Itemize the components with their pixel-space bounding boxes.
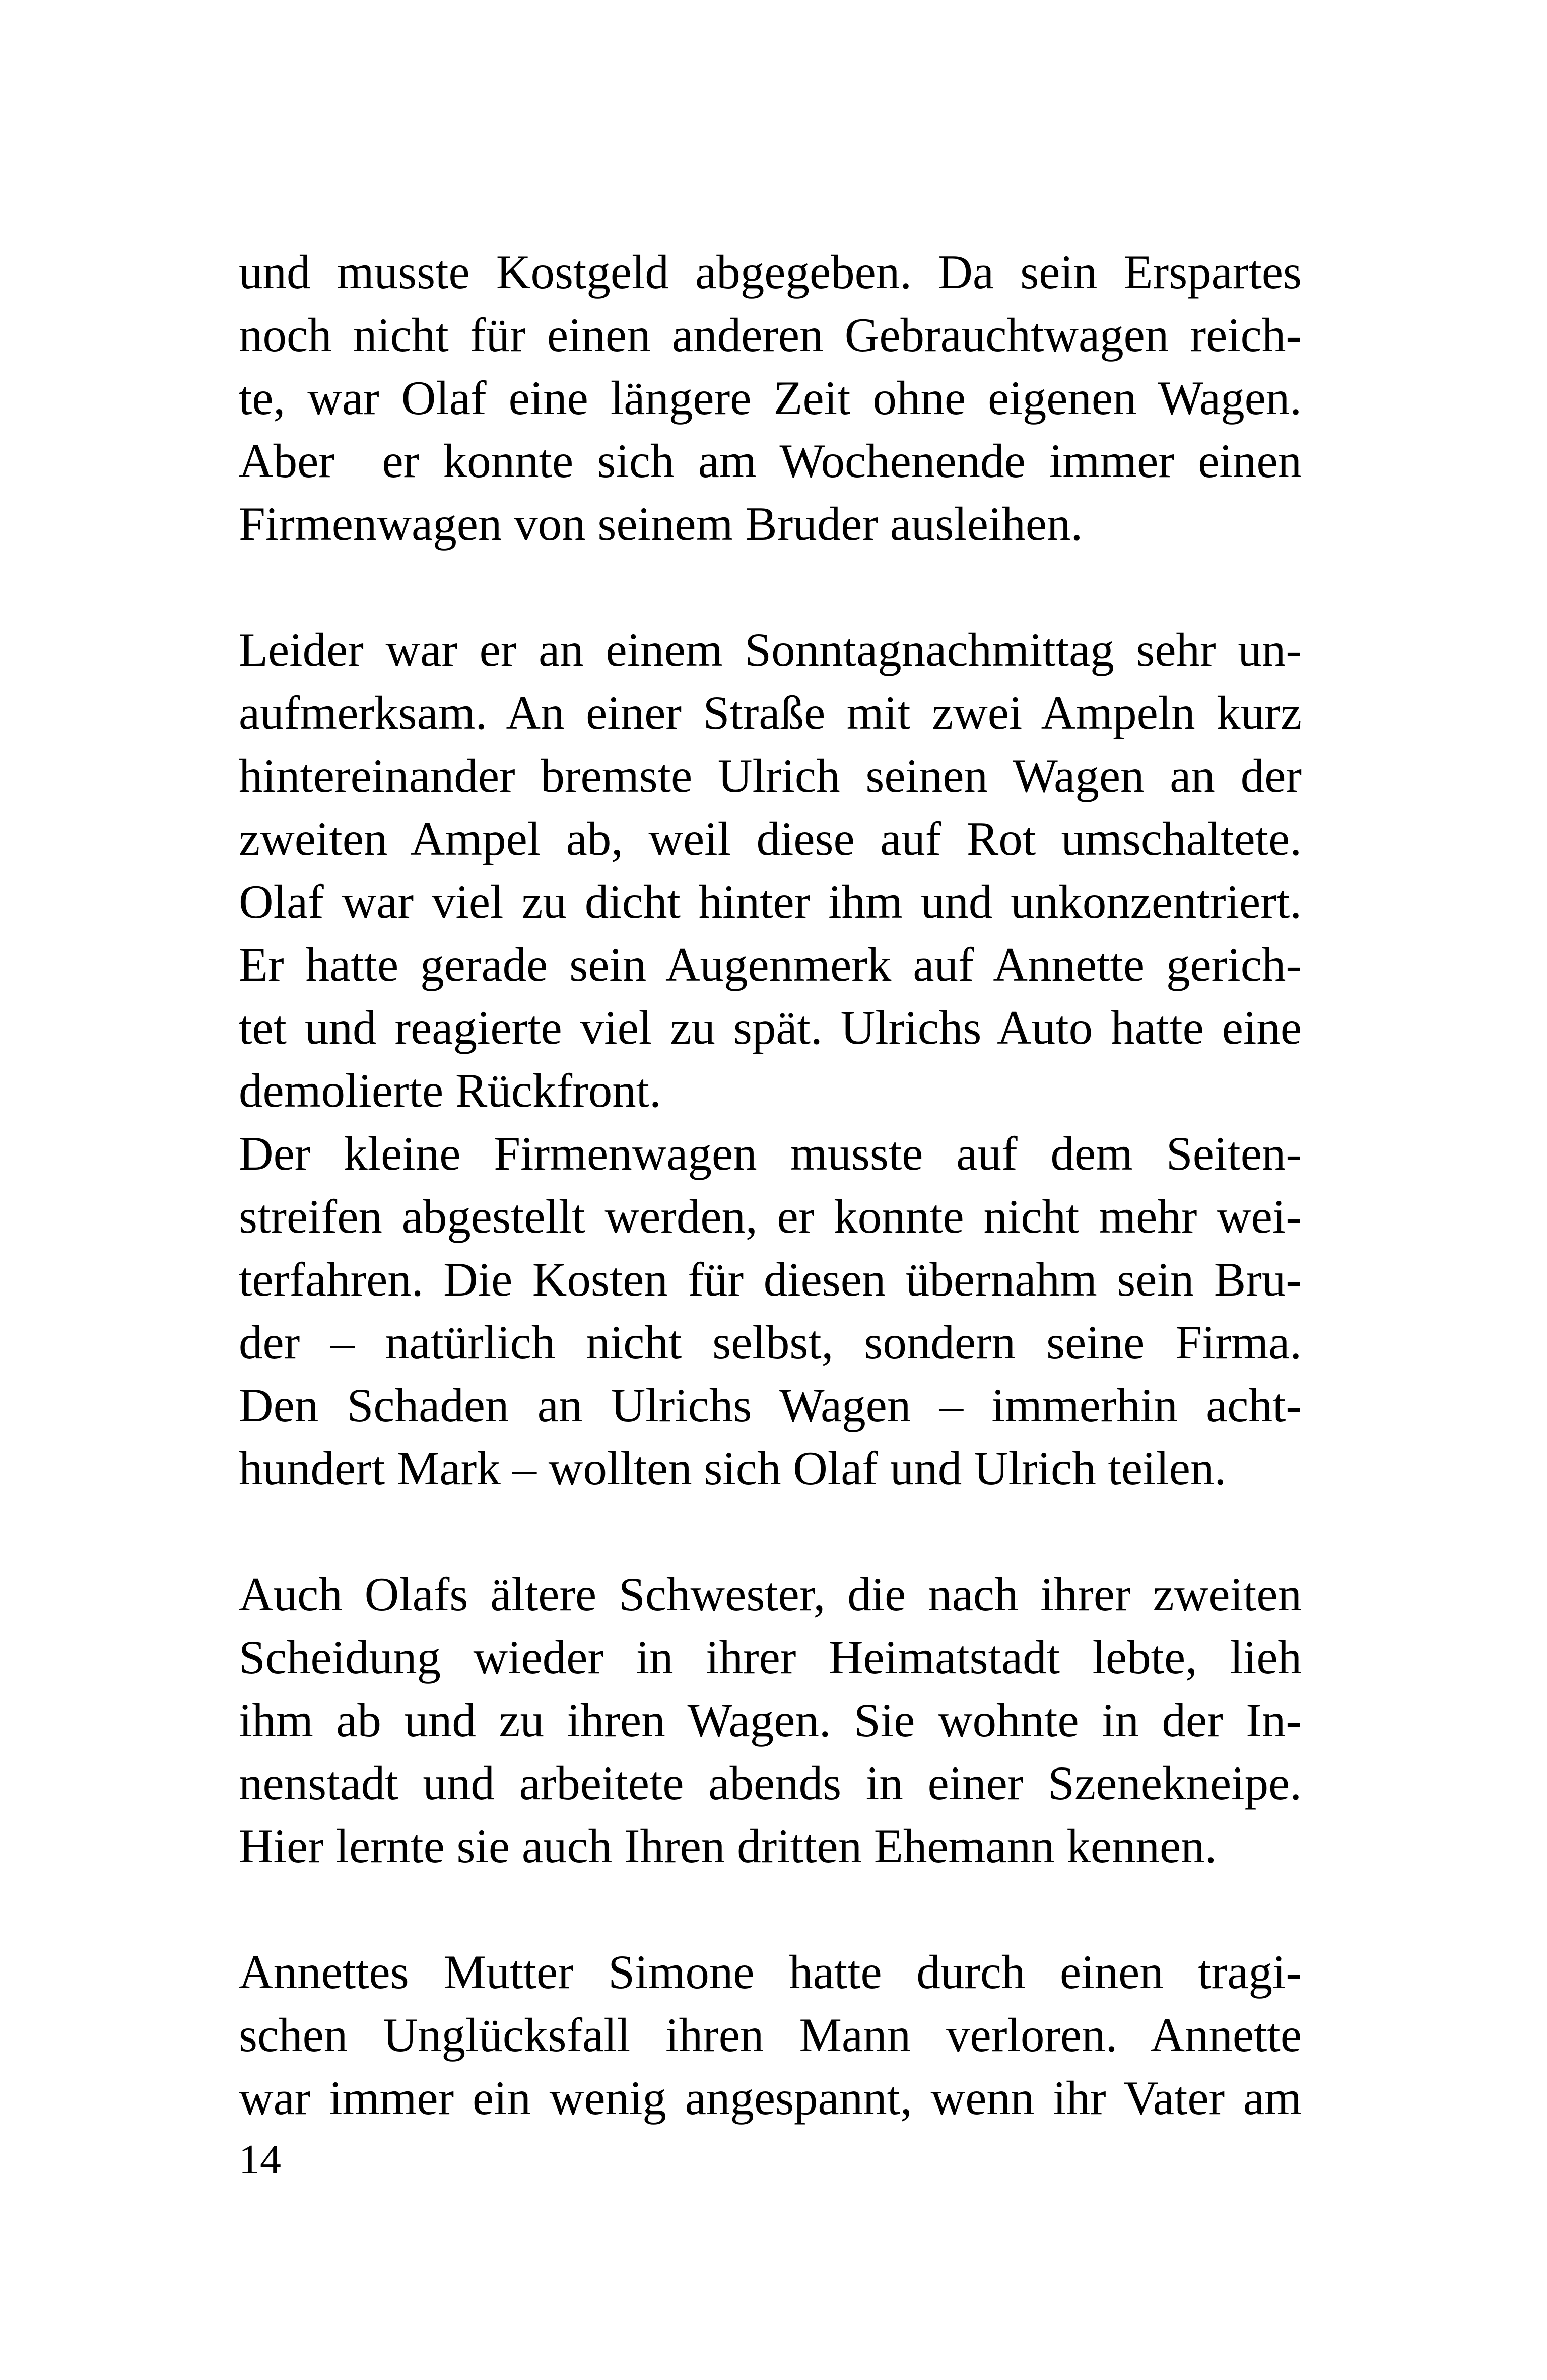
text-line: schen Unglücksfall ihren Mann verloren. Annette <box>239 2008 1302 2062</box>
text-line: nenstadt und arbeitete abends in einer Szenekneipe. <box>239 1756 1302 1810</box>
text-line: te, war Olaf eine längere Zeit ohne eigenen Wagen. <box>239 371 1302 425</box>
text-line: war immer ein wenig angespannt, wenn ihr Vater am <box>239 2071 1302 2125</box>
text-line: tet und reagierte viel zu spät. Ulrichs Auto hatte eine <box>239 1001 1302 1054</box>
text-line: Auch Olafs ältere Schwester, die nach ihrer zweiten <box>239 1568 1302 1621</box>
text-line: Olaf war viel zu dicht hinter ihm und unkonzentriert. <box>239 875 1302 928</box>
text-line: ihm ab und zu ihren Wagen. Sie wohnte in der In- <box>239 1693 1302 1747</box>
text-line: terfahren. Die Kosten für diesen übernahm sein Bru- <box>239 1253 1302 1306</box>
text-line: streifen abgestellt werden, er konnte nicht mehr wei- <box>239 1190 1302 1243</box>
paragraph-4 <box>239 1563 1302 1878</box>
text-line: Firmenwagen von seinem Bruder ausleihen. <box>239 497 1083 551</box>
text-line: demolierte Rückfront. <box>239 1064 661 1117</box>
text-line: Aber er konnte sich am Wochenende immer einen <box>239 434 1302 488</box>
text-line: noch nicht für einen anderen Gebrauchtwagen reich- <box>239 308 1302 362</box>
text-line: Annettes Mutter Simone hatte durch einen tragi- <box>239 1945 1302 1999</box>
text-line: Hier lernte sie auch Ihren dritten Ehemann kennen. <box>239 1819 1217 1873</box>
paragraph-1 <box>239 241 1302 556</box>
paragraph-5 <box>239 1941 1302 2130</box>
text-line: Den Schaden an Ulrichs Wagen – immerhin acht- <box>239 1379 1302 1432</box>
text-line: hintereinander bremste Ulrich seinen Wagen an der <box>239 749 1302 802</box>
text-line: Der kleine Firmenwagen musste auf dem Seiten- <box>239 1127 1302 1180</box>
text-line: Er hatte gerade sein Augenmerk auf Annette gerich- <box>239 938 1302 991</box>
text-line: Leider war er an einem Sonntagnachmittag sehr un- <box>239 623 1302 676</box>
paragraph-2 <box>239 619 1302 1122</box>
page-number: 14 <box>239 2136 281 2183</box>
text-line: und musste Kostgeld abgegeben. Da sein Erspartes <box>239 245 1302 299</box>
text-line: der – natürlich nicht selbst, sondern seine Firma. <box>239 1316 1302 1369</box>
text-line: hundert Mark – wollten sich Olaf und Ulrich teilen. <box>239 1442 1227 1495</box>
text-line: zweiten Ampel ab, weil diese auf Rot umschaltete. <box>239 812 1302 865</box>
text-line: aufmerksam. An einer Straße mit zwei Ampeln kurz <box>239 686 1302 739</box>
text-line: Scheidung wieder in ihrer Heimatstadt lebte, lieh <box>239 1630 1302 1684</box>
paragraph-3 <box>239 1122 1302 1500</box>
